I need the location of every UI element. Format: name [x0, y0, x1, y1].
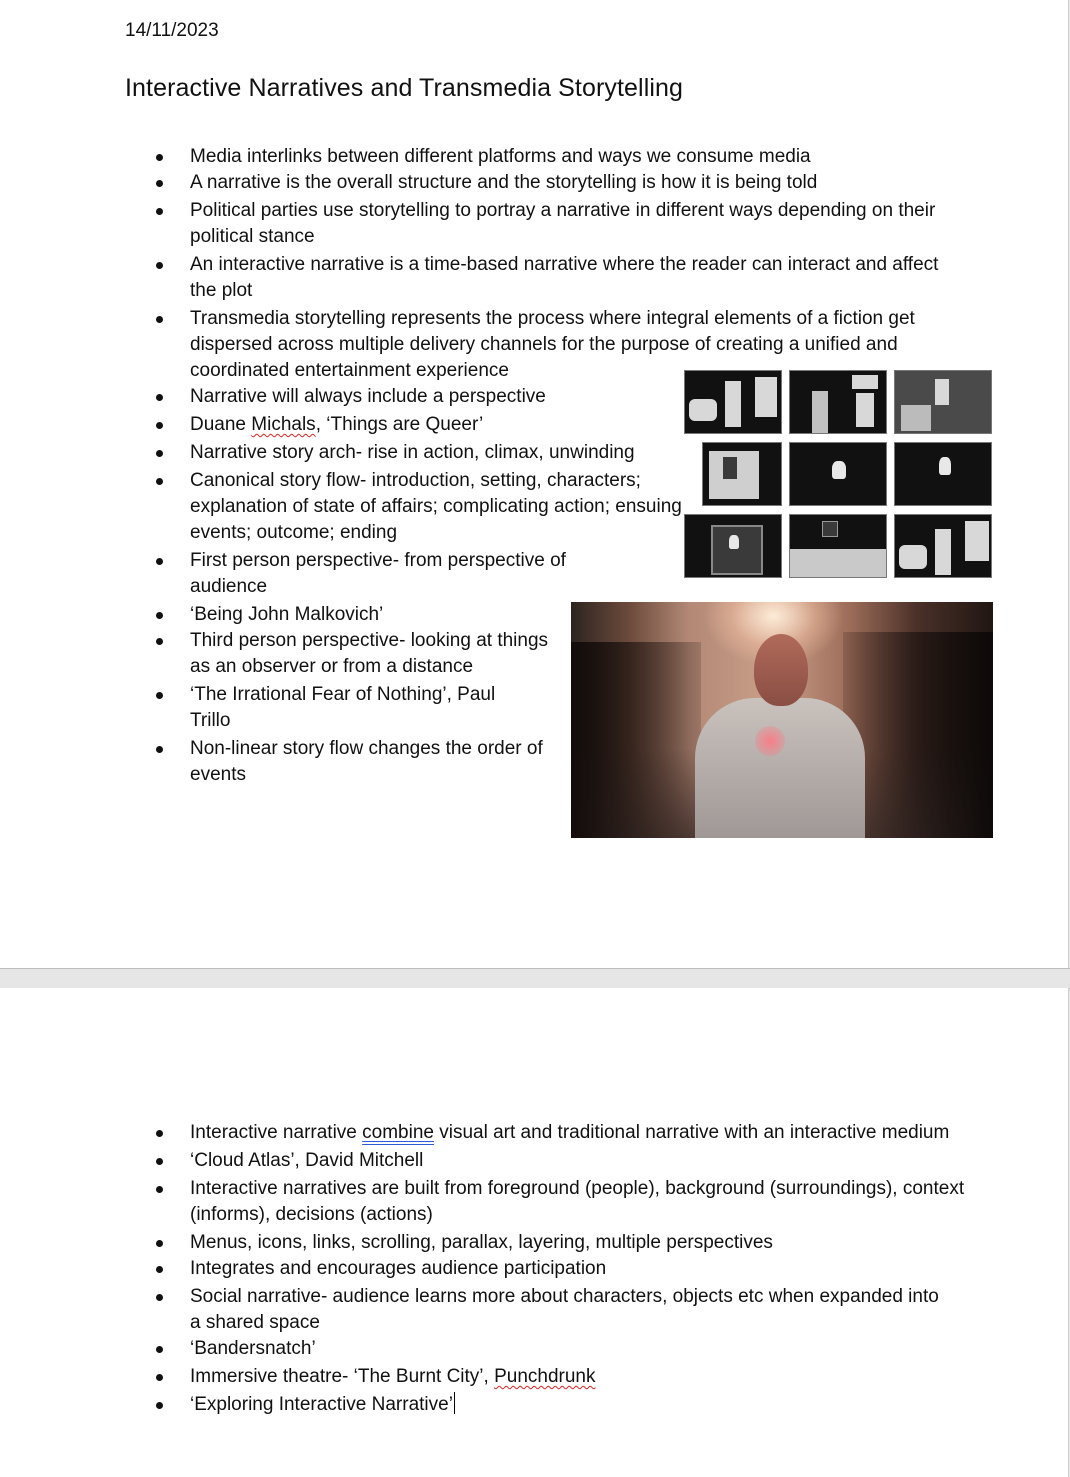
- bullet-item[interactable]: Third person perspective- looking at things as an observer or from a distance: [0, 628, 555, 680]
- photo-frame: [789, 370, 887, 434]
- bullet-item[interactable]: Narrative will always include a perspective: [0, 384, 690, 410]
- bullet-item[interactable]: Interactive narratives are built from foreground (people), background (surroundings), context (informs), decisions (actions): [0, 1176, 970, 1228]
- street-photo-image[interactable]: [571, 602, 993, 838]
- photo-frame: [684, 370, 782, 434]
- bullet-item[interactable]: Social narrative- audience learns more about characters, objects etc when expanded into a shared space: [0, 1284, 950, 1336]
- photo-frame: [894, 370, 992, 434]
- misspelled-word[interactable]: Punchdrunk: [494, 1366, 596, 1387]
- photo-sequence-image[interactable]: [684, 370, 994, 578]
- photo-frame: [894, 442, 992, 506]
- bullet-item[interactable]: ‘Being John Malkovich’: [0, 602, 590, 628]
- bullet-item[interactable]: Narrative story arch- rise in action, climax, unwinding: [0, 440, 690, 466]
- photo-frame: [789, 442, 887, 506]
- bullet-item[interactable]: Integrates and encourages audience participation: [0, 1256, 950, 1282]
- text-cursor: [454, 1392, 455, 1414]
- bullet-item[interactable]: Menus, icons, links, scrolling, parallax, layering, multiple perspectives: [0, 1230, 950, 1256]
- bullet-item[interactable]: ‘Bandersnatch’: [0, 1336, 950, 1362]
- photo-frame: [684, 514, 782, 578]
- photo-frame: [894, 514, 992, 578]
- bullet-item[interactable]: Duane Michals, ‘Things are Queer’: [0, 412, 690, 438]
- bullet-item[interactable]: A narrative is the overall structure and the storytelling is how it is being told: [0, 170, 950, 196]
- bullet-item[interactable]: An interactive narrative is a time-based narrative where the reader can interact and affect the plot: [0, 252, 950, 304]
- grammar-flagged-word[interactable]: combine: [362, 1122, 434, 1143]
- bullet-list-page-2: [0, 1120, 970, 1418]
- bullet-item[interactable]: ‘Cloud Atlas’, David Mitchell: [0, 1148, 950, 1174]
- photo-frame: [702, 442, 782, 506]
- document-date: 14/11/2023: [125, 20, 219, 41]
- bullet-item[interactable]: Transmedia storytelling represents the process where integral elements of a fiction get dispersed across multiple delivery channels for the purpose of creating a unified and coordinated entertainment experience: [0, 306, 950, 384]
- bullet-item[interactable]: First person perspective- from perspective of audience: [0, 548, 610, 600]
- bullet-item[interactable]: ‘The Irrational Fear of Nothing’, Paul Trillo: [0, 682, 530, 734]
- bullet-item[interactable]: Immersive theatre- ‘The Burnt City’, Punchdrunk: [0, 1364, 950, 1390]
- person-figure: [695, 698, 865, 838]
- bullet-item[interactable]: Political parties use storytelling to portray a narrative in different ways depending on their political stance: [0, 198, 950, 250]
- bullet-item[interactable]: Media interlinks between different platforms and ways we consume media: [0, 144, 950, 170]
- document-title: Interactive Narratives and Transmedia Storytelling: [125, 74, 684, 102]
- bullet-item[interactable]: ‘Exploring Interactive Narrative’: [0, 1392, 950, 1418]
- misspelled-word[interactable]: Michals: [251, 414, 316, 435]
- document-page-2: [0, 988, 1069, 1477]
- bullet-item[interactable]: Non-linear story flow changes the order of events: [0, 736, 555, 788]
- photo-frame: [789, 514, 887, 578]
- bullet-item[interactable]: Canonical story flow- introduction, setting, characters; explanation of state of affairs; complicating action; ensuing events; outcome; ending: [0, 468, 690, 546]
- bullet-item[interactable]: Interactive narrative combine visual art and traditional narrative with an interactive medium: [0, 1120, 950, 1146]
